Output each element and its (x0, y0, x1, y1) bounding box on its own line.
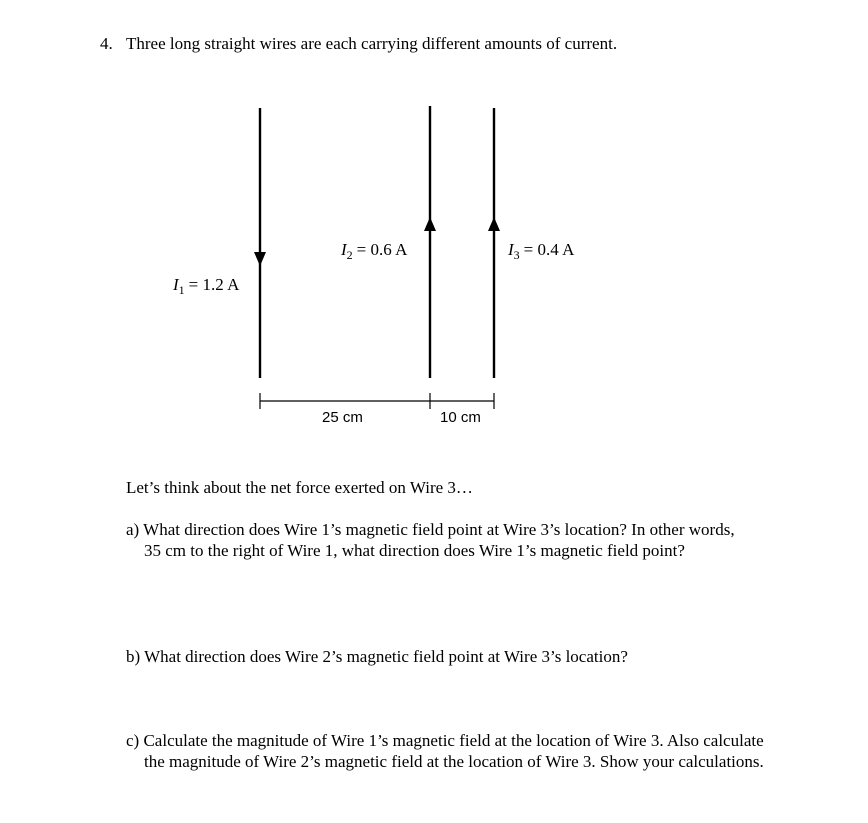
distance-label-25cm: 25 cm (322, 409, 363, 426)
part-a-line-1: a) What direction does Wire 1’s magnetic field point at Wire 3’s location? In other words, (126, 520, 735, 539)
part-b-question (126, 646, 826, 667)
part-c-line-1: c) Calculate the magnitude of Wire 1’s magnetic field at the location of Wire 3. Also calculate (126, 731, 764, 750)
question-text: Three long straight wires are each carrying different amounts of current. (126, 34, 618, 53)
distance-label-10cm: 10 cm (440, 409, 481, 426)
wire-1-label: $I_1 = 1.2$ A (173, 275, 240, 297)
wire-1-arrow-down-icon (254, 252, 266, 266)
wire-3-arrow-up-icon (488, 217, 500, 231)
wire-2-label: $I_2 = 0.6$ A (341, 240, 408, 262)
question-number: 4. (100, 34, 113, 53)
part-c-line-2: the magnitude of Wire 2’s magnetic field at the location of Wire 3. Show your calculations. (144, 752, 764, 771)
intro-text: Let’s think about the net force exerted on Wire 3… (126, 478, 473, 497)
wire-2-arrow-up-icon (424, 217, 436, 231)
part-a-line-2: 35 cm to the right of Wire 1, what direction does Wire 1’s magnetic field point? (144, 541, 685, 560)
part-c-question (126, 730, 846, 772)
part-a-question (126, 519, 826, 561)
part-b-line-1: b) What direction does Wire 2’s magnetic field point at Wire 3’s location? (126, 647, 628, 666)
wire-3-label: $I_3 = 0.4$ A (508, 240, 575, 262)
